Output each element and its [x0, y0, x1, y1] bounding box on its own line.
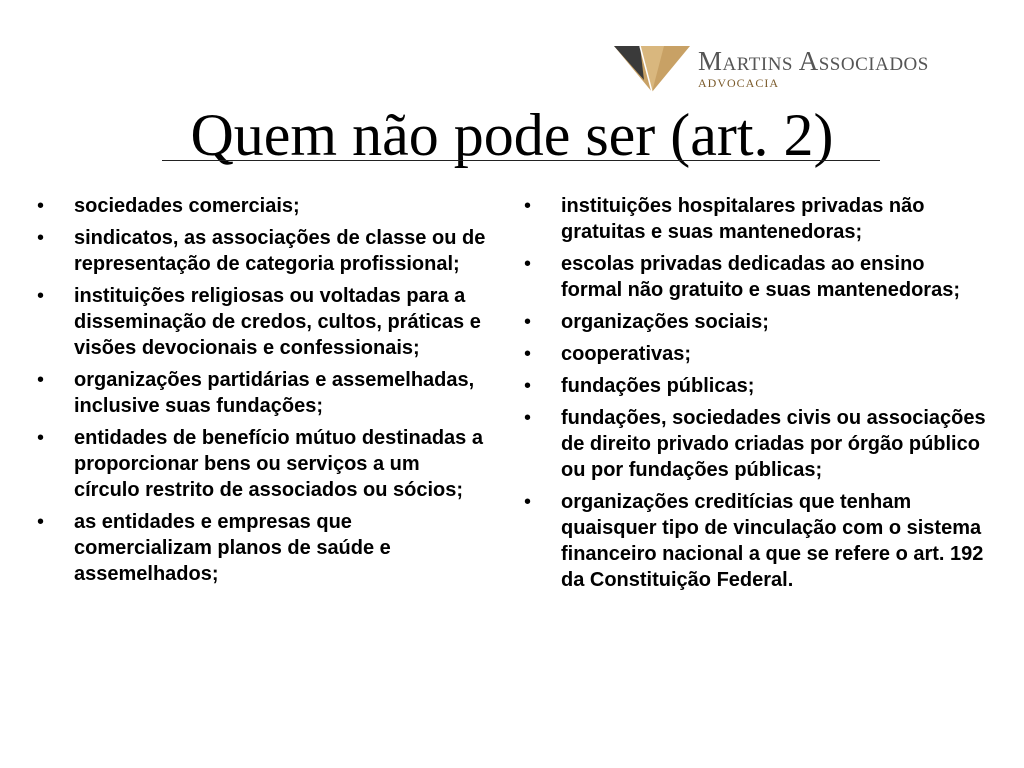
list-item-text: sindicatos, as associações de classe ou de representação de categoria profissional;: [74, 227, 486, 275]
list-item-text: entidades de benefício mútuo destinadas a proporcionar bens ou serviços a um círculo restrito de associados ou sócios;: [74, 427, 483, 501]
list-item: [30, 367, 490, 419]
bullet-icon: •: [37, 427, 45, 449]
list-item-text: organizações partidárias e assemelhadas, inclusive suas fundações;: [74, 369, 475, 417]
bullet-icon: •: [37, 511, 45, 533]
bullet-icon: •: [524, 195, 532, 217]
list-item-text: escolas privadas dedicadas ao ensino formal não gratuito e suas mantenedoras;: [561, 253, 960, 301]
list-item-text: cooperativas;: [561, 343, 692, 365]
bullet-icon: •: [524, 343, 532, 365]
bullet-icon: •: [524, 491, 532, 513]
bullet-icon: •: [37, 195, 45, 217]
bullet-icon: •: [37, 369, 45, 391]
title-divider: [162, 160, 880, 161]
right-bullet-list: [517, 193, 987, 599]
bullet-icon: •: [524, 375, 532, 397]
bullet-icon: •: [524, 407, 532, 429]
list-item: [517, 251, 987, 303]
list-item: [517, 373, 987, 399]
list-item: [517, 193, 987, 245]
list-item-text: sociedades comerciais;: [74, 195, 300, 217]
slide-title: Quem não pode ser (art. 2): [190, 102, 834, 168]
list-item-text: fundações, sociedades civis ou associações de direito privado criadas por órgão público ou por fundações públicas;: [561, 407, 986, 481]
list-item: [517, 309, 987, 335]
list-item: [517, 489, 987, 593]
list-item-text: organizações sociais;: [561, 311, 769, 333]
list-item-text: organizações creditícias que tenham quaisquer tipo de vinculação com o sistema financeiro nacional a que se refere o art. 192 da Constituição Federal.: [561, 491, 984, 591]
company-logo: [612, 40, 972, 94]
list-item-text: instituições hospitalares privadas não gratuitas e suas mantenedoras;: [561, 195, 925, 243]
list-item: [517, 341, 987, 367]
list-item: [30, 509, 490, 587]
list-item: [30, 283, 490, 361]
list-item-text: fundações públicas;: [561, 375, 755, 397]
list-item: [30, 225, 490, 277]
bullet-icon: •: [37, 285, 45, 307]
bullet-icon: •: [524, 253, 532, 275]
list-item-text: instituições religiosas ou voltadas para a disseminação de credos, cultos, práticas e visões devocionais e confessionais;: [74, 285, 481, 359]
bullet-icon: •: [524, 311, 532, 333]
list-item-text: as entidades e empresas que comercializam planos de saúde e assemelhados;: [74, 511, 391, 585]
logo-name: Martins Associados: [698, 46, 929, 76]
logo-subtitle: ADVOCACIA: [698, 76, 779, 90]
list-item: [517, 405, 987, 483]
list-item: [30, 193, 490, 219]
bullet-icon: •: [37, 227, 45, 249]
logo-triangle-icon: [612, 40, 692, 94]
list-item: [30, 425, 490, 503]
left-bullet-list: [30, 193, 490, 593]
